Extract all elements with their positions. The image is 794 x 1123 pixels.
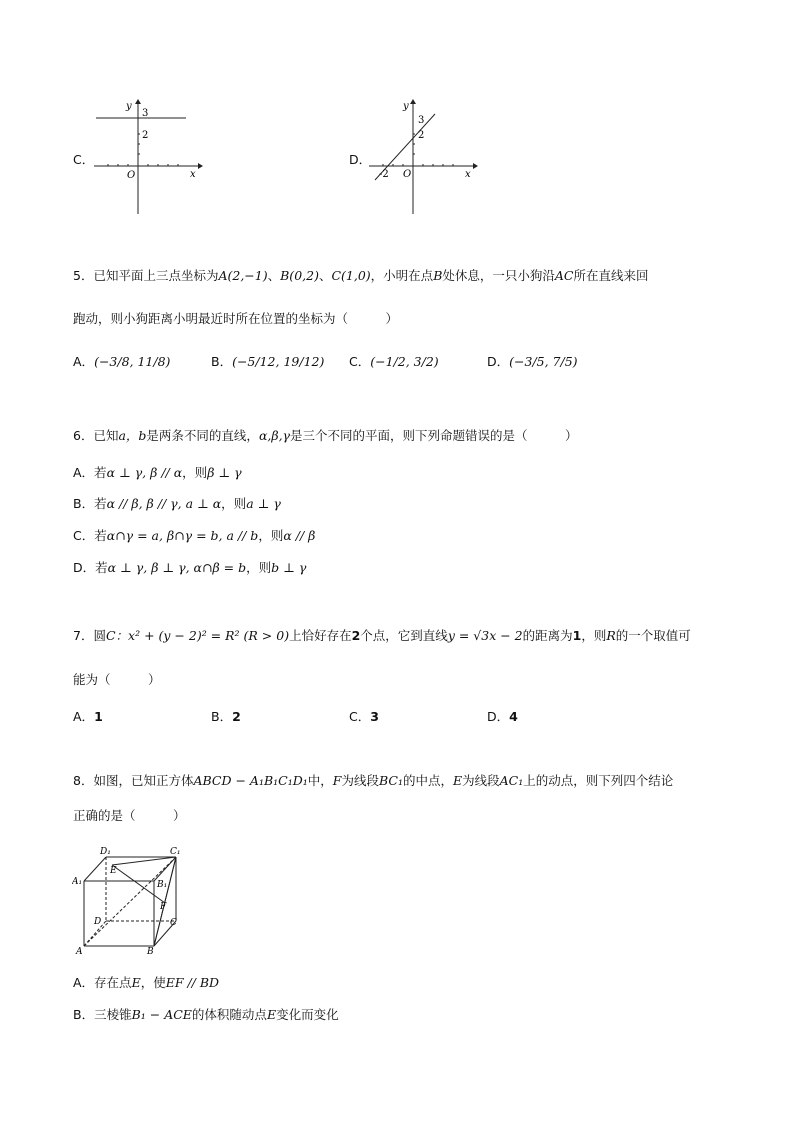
graph-c-tick-2: 2 — [142, 130, 149, 141]
q8-option-a: A．存在点E，使EF // BD — [73, 975, 220, 990]
graph-c-x-label: x — [190, 169, 196, 180]
q5-stem-line1: 5．已知平面上三点坐标为A(2,−1)、B(0,2)、C(1,0)，小明在点B处休息，一只小狗沿AC所在直线来回 — [73, 268, 649, 283]
graph-d — [365, 98, 480, 218]
cube-label-b: B — [147, 947, 154, 955]
q6-option-d: D．若α ⊥ γ, β ⊥ γ, α∩β = b，则b ⊥ γ — [73, 560, 307, 575]
graph-d-y-label: y — [403, 101, 409, 112]
q6-option-b: B．若α // β, β // γ, a ⊥ α，则a ⊥ γ — [73, 496, 281, 511]
q6-option-a: A．若α ⊥ γ, β // α，则β ⊥ γ — [73, 465, 242, 480]
graph-c-y-label: y — [126, 101, 132, 112]
cube-label-a: A — [76, 947, 83, 955]
q7-option-c: C．3 — [349, 709, 379, 724]
q5-option-d: D．(−3/5, 7/5) — [487, 354, 578, 369]
graph-c — [90, 98, 205, 218]
cube-label-a1: A₁ — [72, 877, 83, 887]
graph-d-tick-2: 2 — [418, 130, 425, 141]
q5-option-a: A．(−3/8, 11/8) — [73, 354, 171, 369]
graph-d-x-label: x — [465, 169, 471, 180]
cube-label-e: E — [110, 866, 117, 876]
cube-figure — [72, 843, 187, 955]
q7-stem-line2: 能为（ ） — [73, 672, 161, 687]
q8-stem-line1: 8．如图，已知正方体ABCD − A₁B₁C₁D₁中，F为线段BC₁的中点，E为线段AC₁上的动点，则下列四个结论 — [73, 773, 674, 788]
q8-option-b: B．三棱锥B₁ − ACE的体积随动点E变化而变化 — [73, 1007, 339, 1022]
graph-c-origin: O — [127, 170, 136, 181]
graph-d-origin: O — [403, 169, 412, 180]
graph-c-tick-3: 3 — [142, 108, 149, 119]
q5-option-c: C．(−1/2, 3/2) — [349, 354, 439, 369]
cube-label-c1: C₁ — [170, 847, 181, 857]
graph-d-tick-3: 3 — [418, 115, 425, 126]
cube-label-b1: B₁ — [157, 880, 168, 890]
q6-stem: 6．已知a，b是两条不同的直线，α,β,γ是三个不同的平面，则下列命题错误的是（ ） — [73, 428, 578, 443]
q7-option-d: D．4 — [487, 709, 518, 724]
graph-d-tick-neg2: -2 — [379, 169, 389, 180]
cube-label-d1: D₁ — [100, 847, 111, 857]
q7-stem-line1: 7．圆C：x² + (y − 2)² = R² (R > 0)上恰好存在2个点，它到直线y = √3x − 2的距离为1，则R的一个取值可 — [73, 628, 691, 643]
q4-option-c-label: C． — [73, 152, 95, 167]
q7-option-b: B．2 — [211, 709, 241, 724]
q5-option-b: B．(−5/12, 19/12) — [211, 354, 325, 369]
cube-label-f: F — [160, 902, 167, 912]
q7-option-a: A．1 — [73, 709, 103, 724]
q6-option-c: C．若α∩γ = a, β∩γ = b, a // b，则α // β — [73, 528, 316, 543]
q8-stem-line2: 正确的是（ ） — [73, 808, 186, 823]
cube-label-c: C — [170, 918, 177, 928]
cube-label-d: D — [94, 917, 102, 927]
q4-option-d-label: D． — [349, 152, 372, 167]
q5-stem-line2: 跑动，则小狗距离小明最近时所在位置的坐标为（ ） — [73, 311, 399, 326]
